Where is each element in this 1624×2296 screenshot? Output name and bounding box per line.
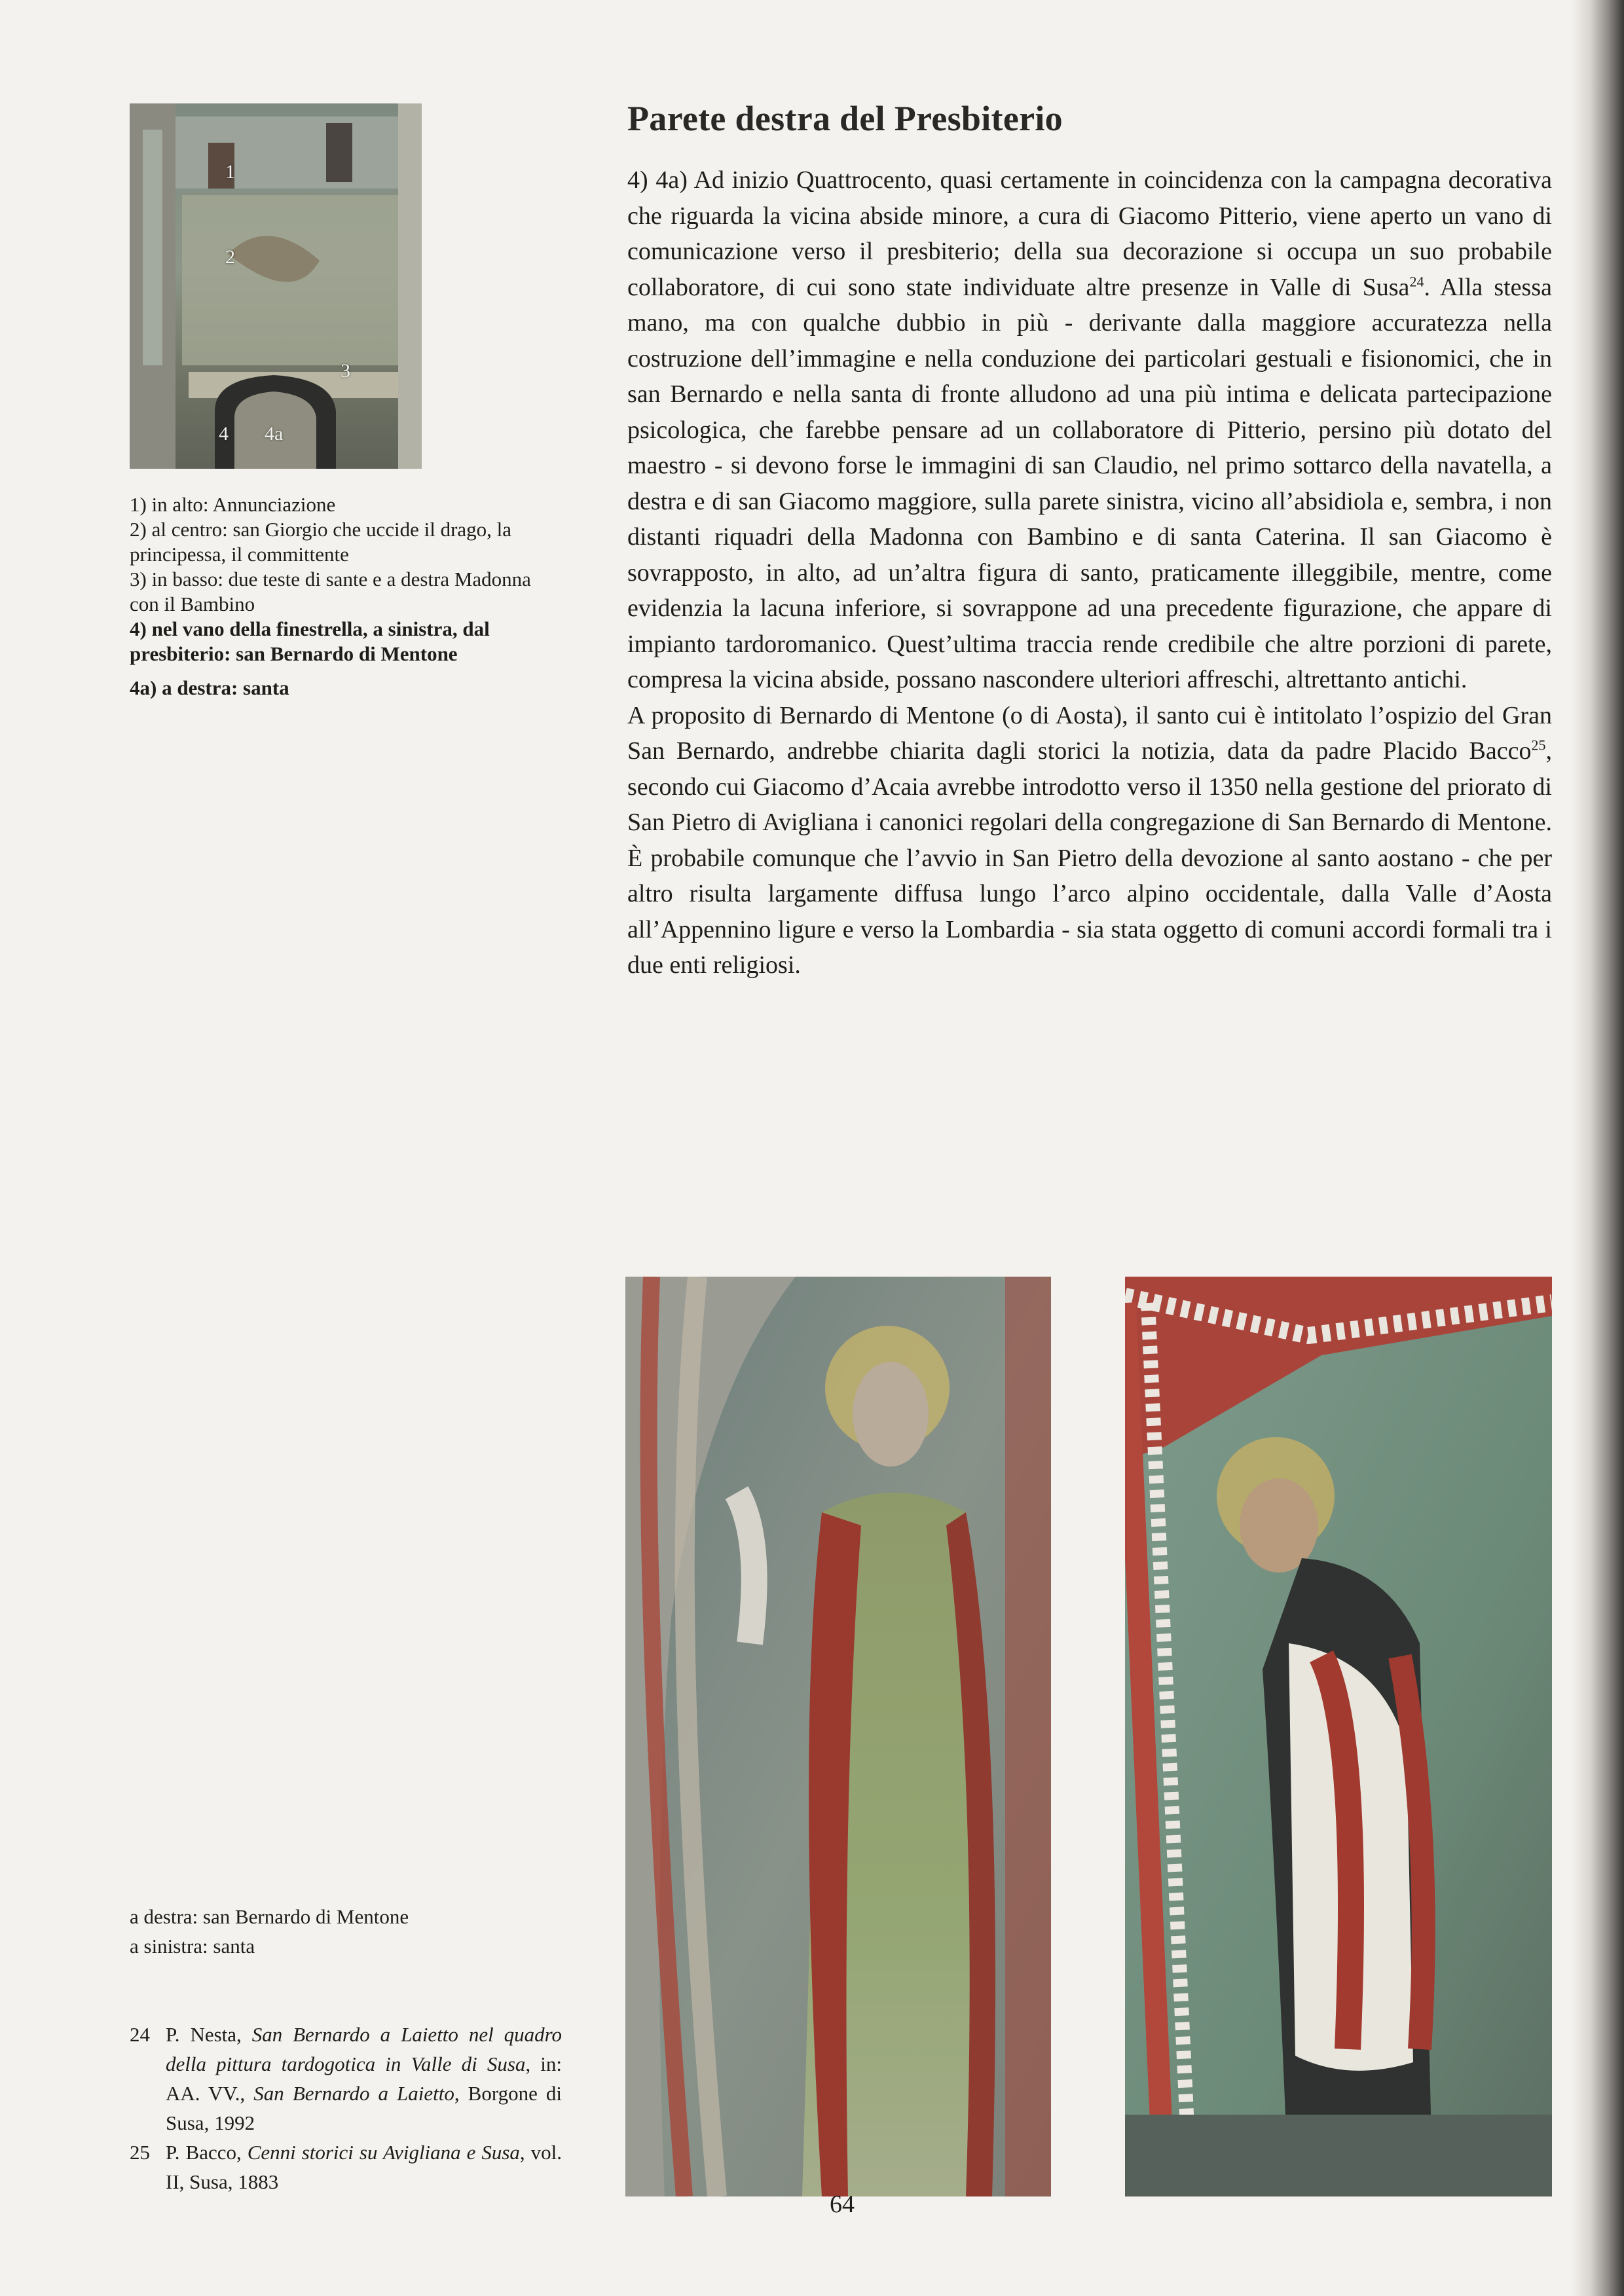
page-number: 64 (830, 2191, 855, 2218)
fresco-photo-santa (625, 1277, 1051, 2196)
footnote-number: 24 (130, 2023, 150, 2046)
section-title: Parete destra del Presbiterio (627, 99, 1063, 138)
caption-item: 2) al centro: san Giorgio che uccide il drago, la principessa, il committente (130, 518, 512, 566)
fresco-photo-san-bernardo (1125, 1277, 1552, 2196)
photo-caption-line: a sinistra: santa (130, 1935, 255, 1958)
marker-2: 2 (225, 246, 235, 268)
footnote-number: 25 (130, 2141, 150, 2164)
caption-item: 1) in alto: Annunciazione (130, 493, 336, 516)
wall-overview-photo (130, 103, 422, 469)
body-text (627, 162, 1552, 983)
footnote-text: P. Nesta, San Bernardo a Laietto nel quadro della pittura tardogotica in Valle di Susa, in: AA. VV., San Bernardo a Laietto, Borgone di Susa, 1992 (166, 2023, 563, 2134)
body-paragraph: 4) 4a) Ad inizio Quattrocento, quasi certamente in coincidenza con la campagna decorativa che riguarda la vicina abside minore, a cura di Giacomo Pitterio, viene aperto un vano di comunicazione verso il presbiterio; della sua decorazione si occupa un suo probabile collaboratore, di cui sono state individuate altre presenze in Valle di Susa$^{24}$. Alla stessa mano, ma con qualche dubbio in più - derivante dalla maggiore accuratezza nella costruzione dell’immagine e nella conduzione dei particolari gestuali e fisionomici, che in san Bernardo e nella santa di fronte alludono ad una più intima e delicata partecipazione psicologica, che farebbe pensare ad un collaboratore di Pitterio, persino più dotato del maestro - si devono forse le immagini di san Claudio, nel primo sottarco della navatella, a destra e di san Giacomo maggiore, sulla parete sinistra, vicino all’absidiola e, sembra, i non distanti riquadri della Madonna con Bambino e di santa Caterina. Il san Giacomo è sovrapposto, in alto, ad un’altra figura di santo, praticamente illeggibile, mentre, come evidenzia la lacuna inferiore, si sovrappone ad una precedente figurazione, che appare di impianto tardoromanico. Quest’ultima traccia rende credibile che altre porzioni di parete, compresa la vicina abside, possano nascondere ulteriori affreschi, altrettanto antichi. (627, 166, 1552, 693)
footnote-text: P. Bacco, Cenni storici su Avigliana e Susa, vol. II, Susa, 1883 (166, 2141, 562, 2193)
marker-4: 4 (219, 423, 229, 445)
overview-caption (130, 492, 562, 701)
footnotes (130, 2020, 562, 2196)
marker-4a: 4a (265, 423, 284, 445)
caption-item: 3) in basso: due teste di sante e a destra Madonna con il Bambino (130, 568, 531, 615)
footnote-ref: 24 (1409, 272, 1424, 289)
footnote-ref: 25 (1531, 737, 1546, 754)
photo-caption (130, 1902, 562, 1961)
caption-item: 4a) a destra: santa (130, 676, 289, 699)
book-gutter-shadow (1572, 0, 1624, 2296)
footnote-25 (130, 2138, 562, 2196)
footnote-24 (130, 2020, 562, 2138)
photo-caption-line: a destra: san Bernardo di Mentone (130, 1905, 409, 1928)
marker-1: 1 (225, 161, 235, 183)
caption-item: 4) nel vano della finestrella, a sinistra, dal presbiterio: san Bernardo di Mentone (130, 617, 490, 665)
marker-3: 3 (341, 360, 350, 382)
body-paragraph: A proposito di Bernardo di Mentone (o di Aosta), il santo cui è intitolato l’ospizio del Gran San Bernardo, andrebbe chiarita dagli storici la notizia, data da padre Placido Bacco$^{25}$, secondo cui Giacomo d’Acaia avrebbe introdotto verso il 1350 nella gestione del priorato di San Pietro di Avigliana i canonici regolari della congregazione di San Bernardo di Mentone. È probabile comunque che l’avvio in San Pietro della devozione al santo aostano - che per altro risulta largamente diffusa lungo l’arco alpino occidentale, dalla Valle d’Aosta all’Appennino ligure e verso la Lombardia - sia stata oggetto di comuni accordi formali tra i due enti religiosi. (627, 701, 1552, 979)
